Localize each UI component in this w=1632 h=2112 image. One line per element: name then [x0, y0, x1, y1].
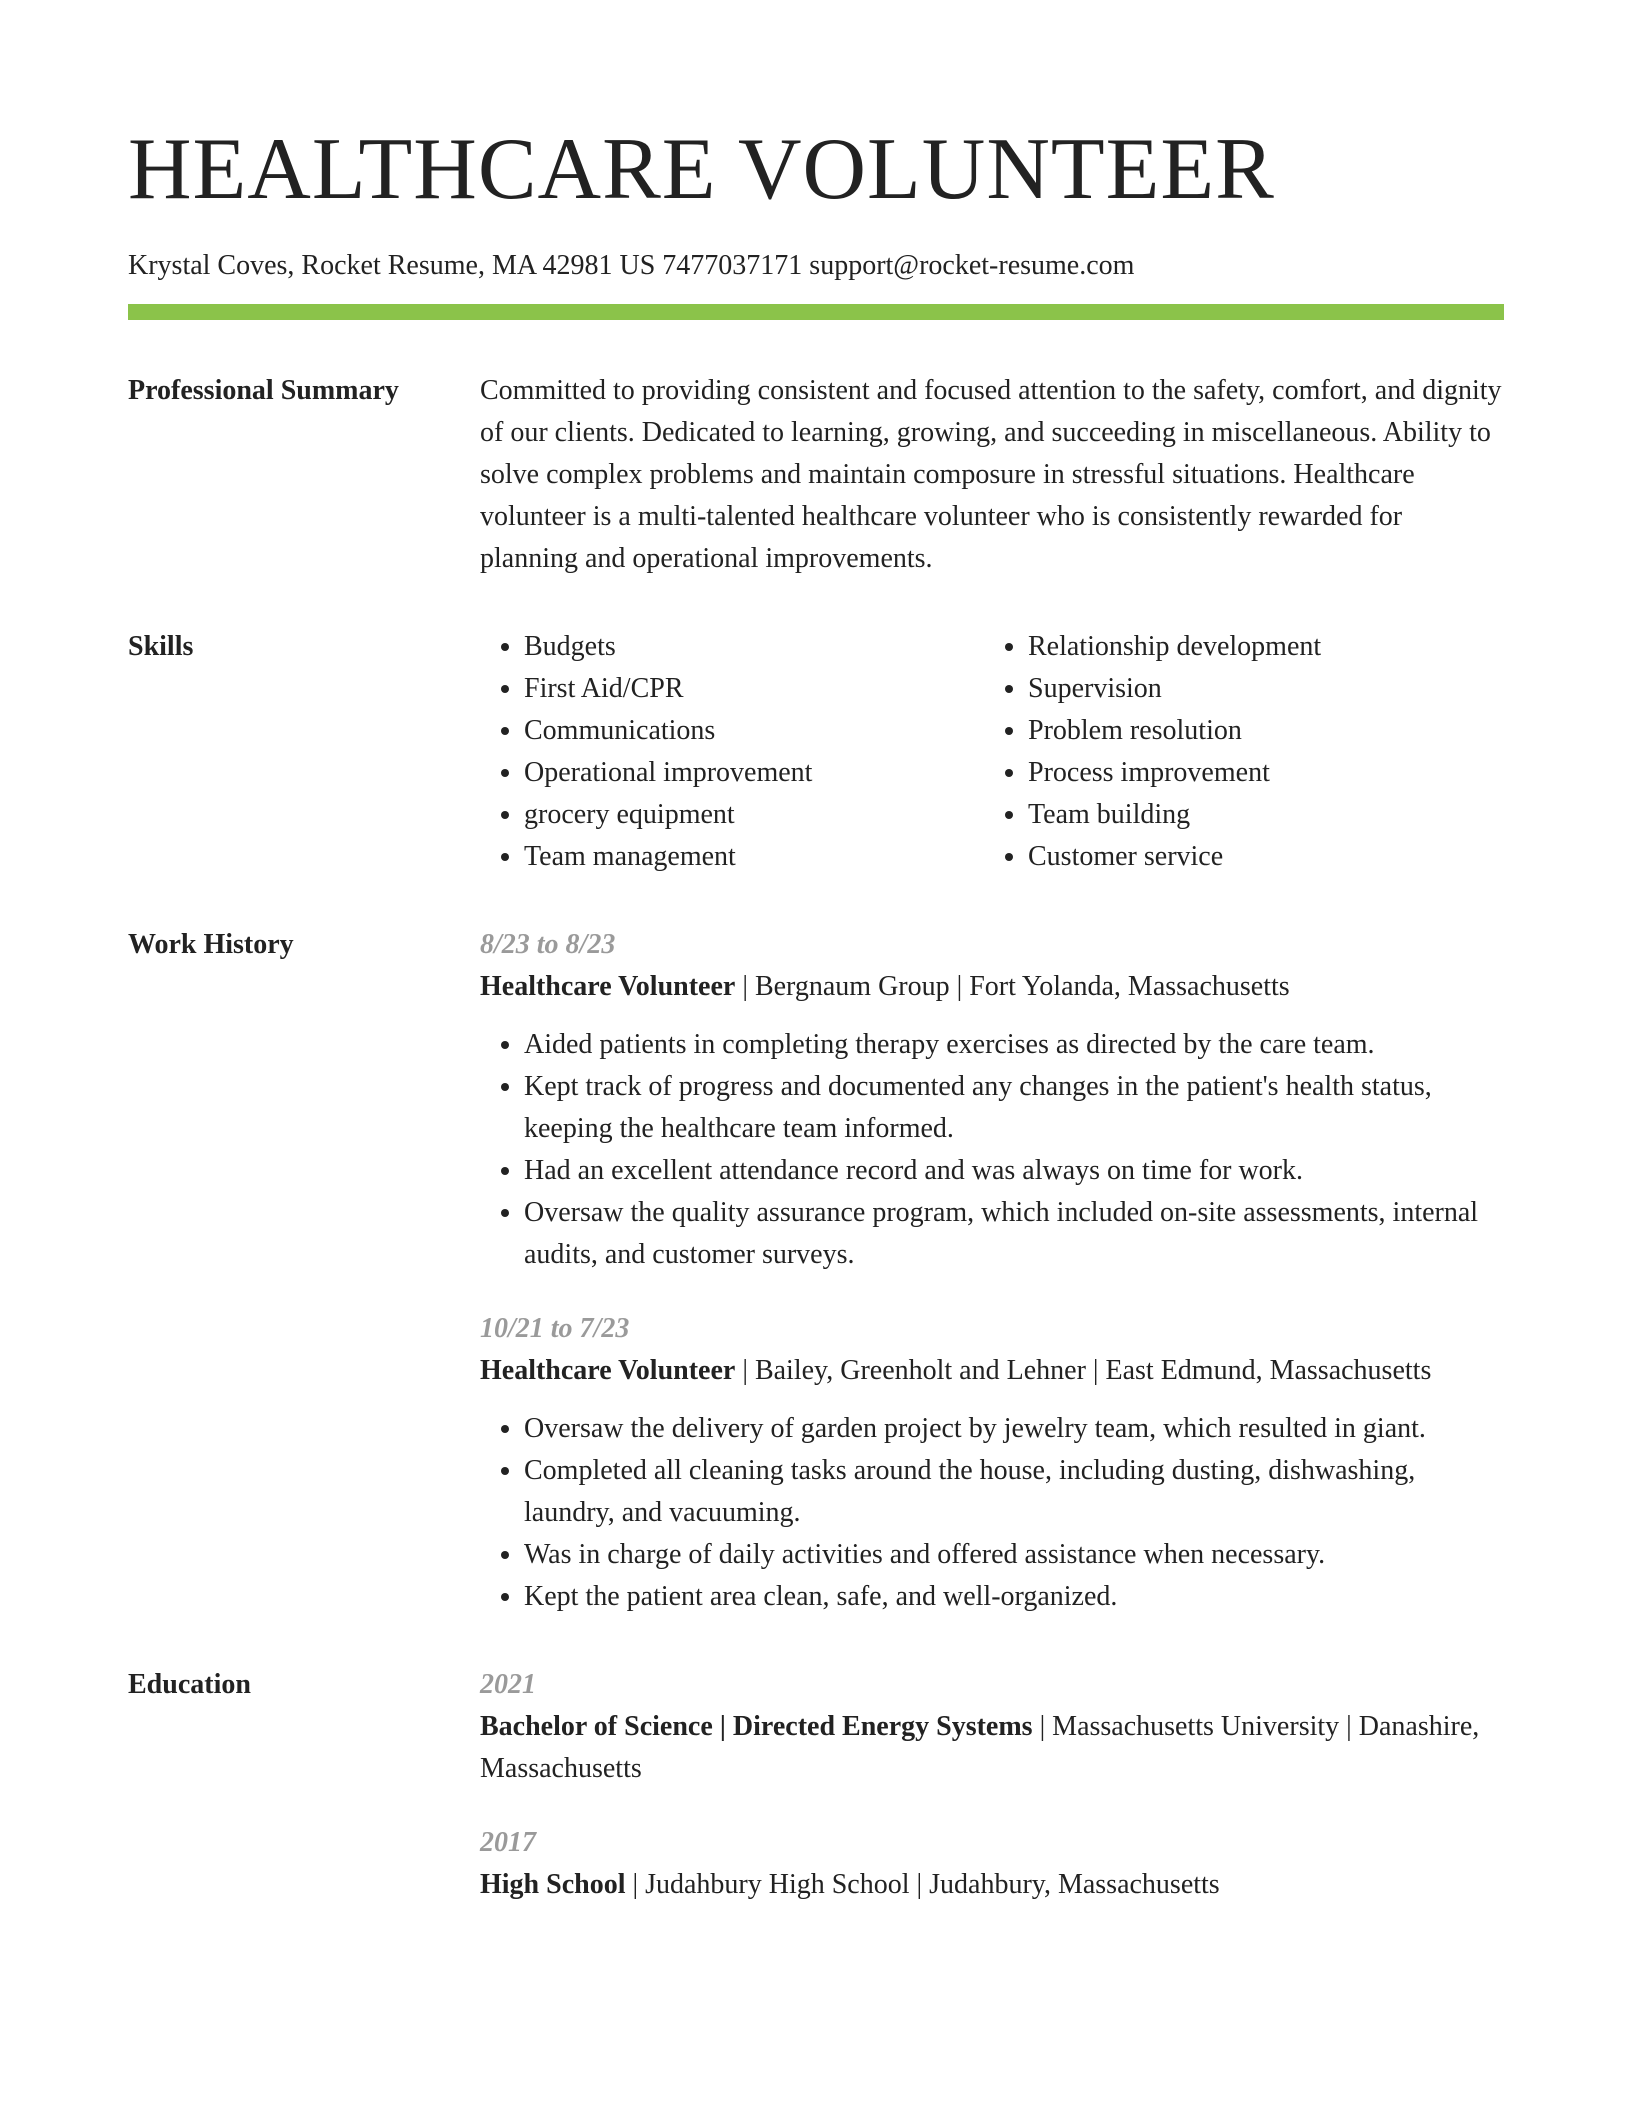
education-date: 2021 [480, 1669, 536, 1700]
skill-item: • Communications [524, 710, 984, 752]
skill-item: • Team management [524, 836, 984, 878]
job-heading [480, 1350, 1504, 1392]
job-bullet: • Completed all cleaning tasks around the house, including dusting, dishwashing, laundry, and vacuuming. [524, 1450, 1504, 1534]
job-bullet: • Oversaw the delivery of garden project by jewelry team, which resulted in giant. [524, 1408, 1504, 1450]
job-date: 10/21 to 7/23 [480, 1313, 630, 1344]
education-date: 2017 [480, 1827, 536, 1858]
skills-list-right [984, 626, 1321, 878]
job-role: Healthcare Volunteer [480, 1355, 736, 1386]
education-degree: Bachelor of Science | Directed Energy Systems [480, 1711, 1033, 1742]
job-bullet: • Had an excellent attendance record and was always on time for work. [524, 1150, 1504, 1192]
job-details: | Bailey, Greenholt and Lehner | East Edmund, Massachusetts [735, 1355, 1432, 1386]
job-bullet: • Kept the patient area clean, safe, and well-organized. [524, 1576, 1504, 1618]
skills-section [128, 626, 1504, 878]
education-details: | Judahbury High School | Judahbury, Massachusetts [625, 1869, 1220, 1900]
job-heading [480, 966, 1504, 1008]
skill-item: • grocery equipment [524, 794, 984, 836]
education-entry [480, 1822, 1504, 1906]
contact-line: Krystal Coves, Rocket Resume, MA 42981 US 7477037171 support@rocket-resume.com [128, 250, 1135, 281]
job-bullets [480, 1408, 1504, 1618]
education-degree: High School [480, 1869, 626, 1900]
job-bullet: • Aided patients in completing therapy exercises as directed by the care team. [524, 1024, 1504, 1066]
job-bullet: • Oversaw the quality assurance program, which included on-site assessments, internal audits, and customer surveys. [524, 1192, 1504, 1276]
skill-item: • Operational improvement [524, 752, 984, 794]
education-heading [480, 1706, 1504, 1790]
job-bullet: • Kept track of progress and documented any changes in the patient's health status, keeping the healthcare team informed. [524, 1066, 1504, 1150]
skill-item: • Relationship development [1028, 626, 1321, 668]
work-history-section [128, 924, 1504, 1618]
education-section [128, 1664, 1504, 1906]
job-role: Healthcare Volunteer [480, 971, 736, 1002]
skill-item: • Budgets [524, 626, 984, 668]
education-heading [480, 1864, 1504, 1906]
accent-divider [128, 304, 1504, 320]
education-entry [480, 1664, 1504, 1790]
job-details: | Bergnaum Group | Fort Yolanda, Massachusetts [735, 971, 1290, 1002]
skills-label: Skills [128, 631, 194, 662]
skill-item: • Problem resolution [1028, 710, 1321, 752]
work-history-label: Work History [128, 929, 294, 960]
job-date: 8/23 to 8/23 [480, 929, 616, 960]
education-label: Education [128, 1669, 251, 1700]
job-bullets [480, 1024, 1504, 1276]
job-bullet: • Was in charge of daily activities and offered assistance when necessary. [524, 1534, 1504, 1576]
summary-label: Professional Summary [128, 375, 399, 406]
summary-text: Committed to providing consistent and focused attention to the safety, comfort, and dignity of our clients. Dedicated to learning, growing, and succeeding in miscellaneous. Ability to solve complex problems and maintain composure in stressful situations. Healthcare volunteer is a multi-talented healthcare volunteer who is consistently rewarded for planning and operational improvements. [480, 375, 1502, 574]
job-entry [480, 1308, 1504, 1618]
skill-item: • Supervision [1028, 668, 1321, 710]
skills-columns [480, 626, 1504, 878]
education-details: | Massachusetts University | Danashire, Massachusetts [480, 1711, 1480, 1784]
skill-item: • Customer service [1028, 836, 1321, 878]
job-entry [480, 924, 1504, 1276]
resume-title: HEALTHCARE VOLUNTEER [128, 121, 1275, 218]
skills-list-left [480, 626, 984, 878]
skill-item: • Team building [1028, 794, 1321, 836]
summary-section [128, 370, 1504, 580]
skill-item: • Process improvement [1028, 752, 1321, 794]
skill-item: • First Aid/CPR [524, 668, 984, 710]
